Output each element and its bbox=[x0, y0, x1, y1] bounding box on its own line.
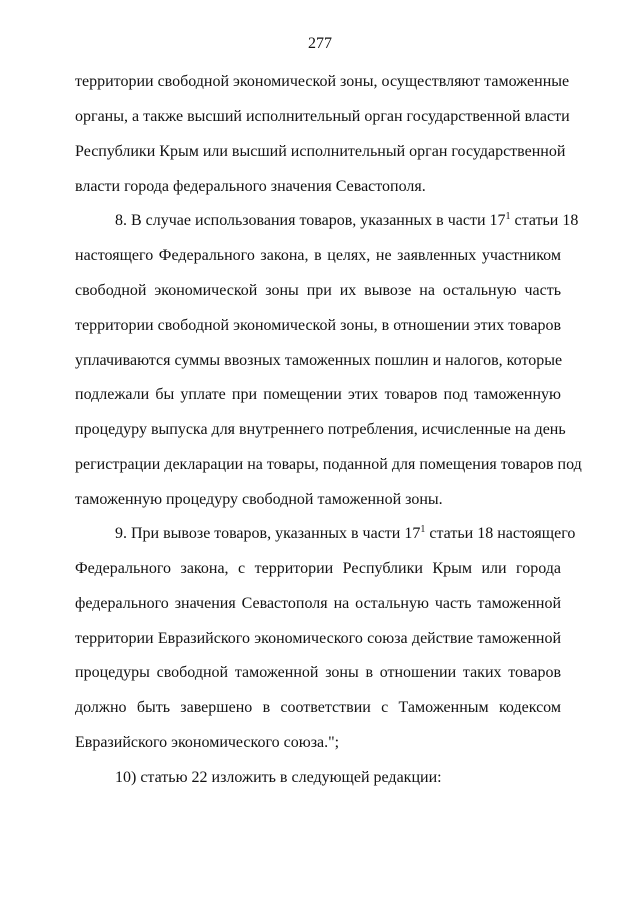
text-line: Евразийского экономического союза."; bbox=[75, 734, 340, 751]
text-line: должно быть завершено в соответствии с Таможенным кодексом bbox=[75, 699, 561, 716]
text-line: территории Евразийского экономического союза действие таможенной bbox=[75, 630, 561, 647]
text-line: Республики Крым или высший исполнительный орган государственной bbox=[75, 143, 566, 160]
text-line: федерального значения Севастополя на остальную часть таможенной bbox=[75, 595, 561, 612]
text-line: органы, а также высший исполнительный орган государственной власти bbox=[75, 108, 570, 125]
text-line: регистрации декларации на товары, поданной для помещения товаров под bbox=[75, 456, 582, 473]
text-segment: статьи 18 настоящего bbox=[425, 525, 576, 542]
text-line: свободной экономической зоны при их вывозе на остальную часть bbox=[75, 282, 561, 299]
text-line: территории свободной экономической зоны, в отношении этих товаров bbox=[75, 317, 561, 334]
text-line: уплачиваются суммы ввозных таможенных пошлин и налогов, которые bbox=[75, 352, 563, 369]
text-line: настоящего Федерального закона, в целях, не заявленных участником bbox=[75, 247, 561, 264]
text-line: Федерального закона, с территории Республики Крым или города bbox=[75, 560, 561, 577]
text-line: 10) статью 22 изложить в следующей редакции: bbox=[115, 769, 442, 786]
text-line: таможенную процедуру свободной таможенной зоны. bbox=[75, 491, 443, 508]
paragraph-first-line bbox=[115, 211, 579, 231]
text-segment: статьи 18 bbox=[510, 212, 579, 229]
superscript: 1 bbox=[505, 211, 511, 222]
text-line: территории свободной экономической зоны, осуществляют таможенные bbox=[75, 73, 570, 90]
text-segment: 8. В случае использования товаров, указанных в части 17 bbox=[115, 212, 506, 229]
text-segment: 9. При вывозе товаров, указанных в части 17 bbox=[115, 525, 421, 542]
text-line: процедуру выпуска для внутреннего потребления, исчисленные на день bbox=[75, 421, 566, 438]
text-line: власти города федерального значения Севастополя. bbox=[75, 178, 426, 195]
text-line: подлежали бы уплате при помещении этих товаров под таможенную bbox=[75, 386, 561, 403]
page-number: 277 bbox=[308, 35, 332, 52]
text-line: процедуры свободной таможенной зоны в отношении таких товаров bbox=[75, 664, 561, 681]
superscript: 1 bbox=[420, 524, 426, 535]
paragraph-first-line bbox=[115, 524, 576, 544]
